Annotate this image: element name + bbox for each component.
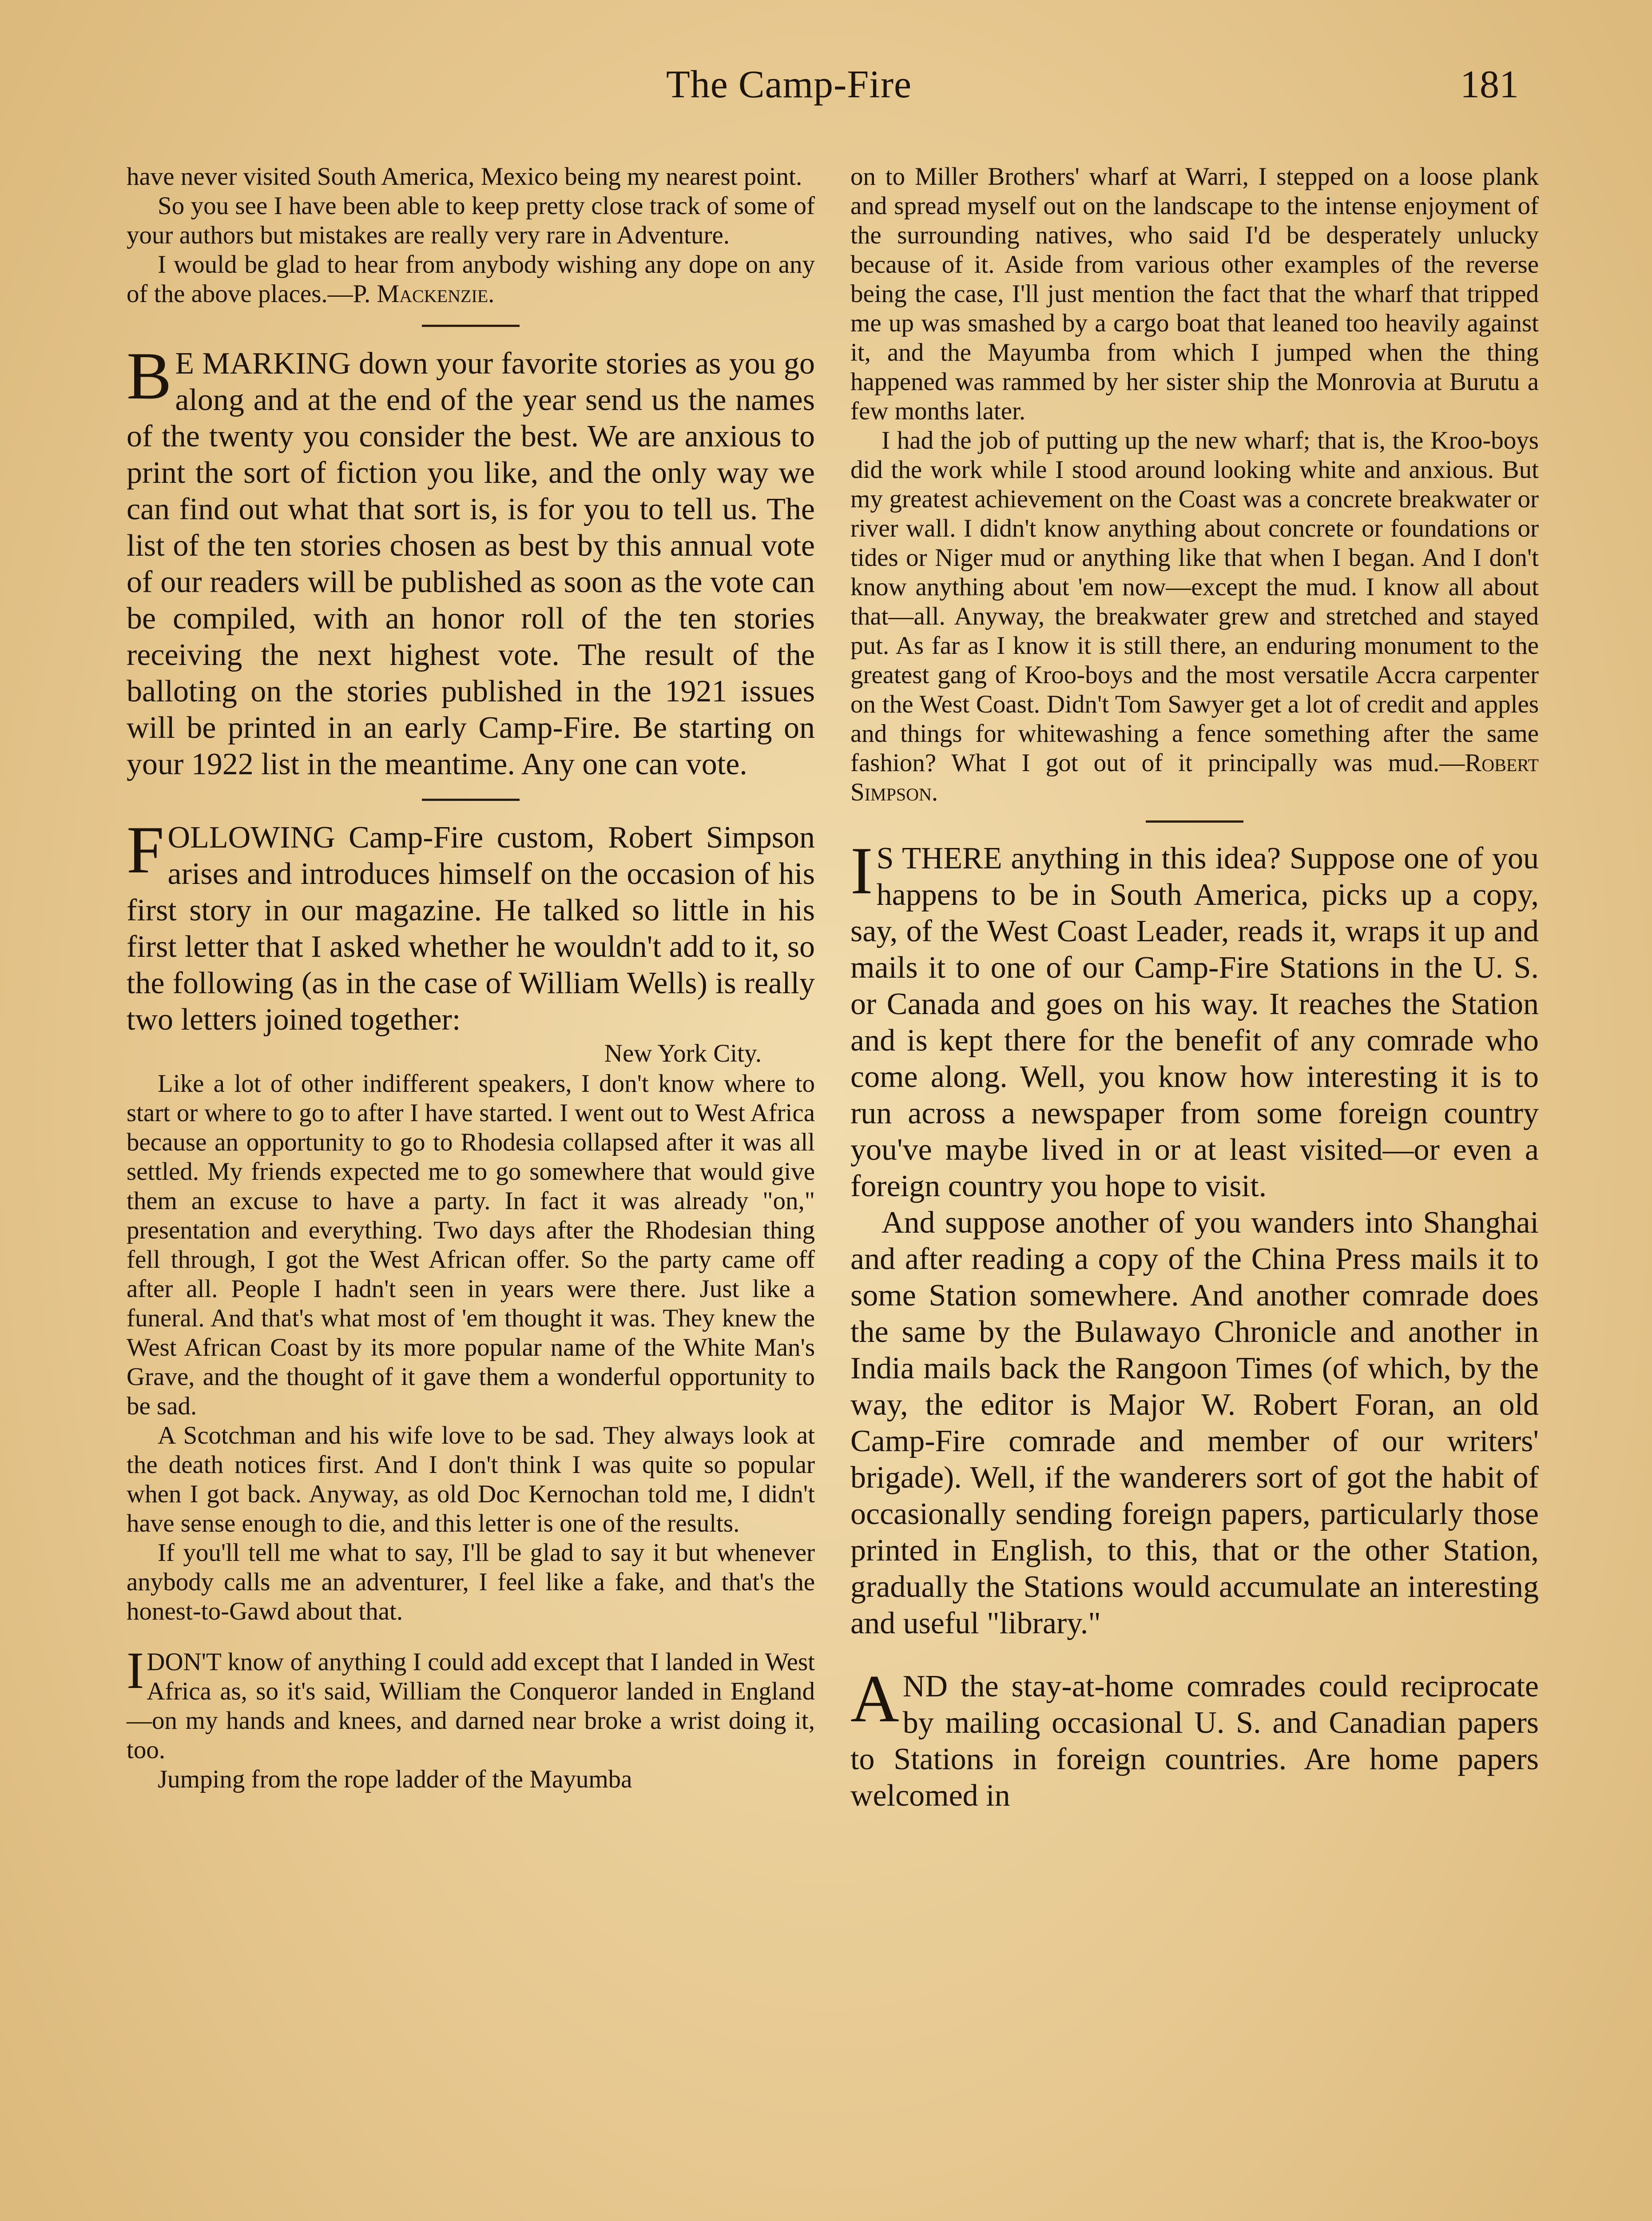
paragraph-text: I had the job of putting up the new wharf; that is, the Kroo-boys did the work while I stood around looking white and anxious. But my greatest achievement on the Coast was a concrete breakwater or river wall. I didn't know anything about concrete or foundations or tides or Niger mud or anything like that when I began. And I don't know anything about 'em now—except the mud. I know all about that—all. Anyway, the breakwater grew and stretched and stayed put. As far as I know it is still there, an enduring monument to the greatest gang of Kroo-boys and the most versatile Accra carpenter on the West Coast. Didn't Tom Sawyer get a lot of credit and apples and things for whitewashing a fence something after the same fashion? What I got out of it principally was mud.—	[850, 426, 1539, 777]
letter-paragraph	[850, 426, 1539, 807]
paragraph	[127, 250, 815, 309]
right-column	[850, 162, 1539, 1814]
editorial-paragraph: AND the stay-at-home comrades could reciprocate by mailing occasional U. S. and Canadian papers to Stations in foreign countries. Are home papers welcomed in	[850, 1661, 1539, 1813]
page-number: 181	[1460, 63, 1519, 106]
paragraph-text: I would be glad to hear from anybody wishing any dope on any of the above places.—	[127, 251, 815, 308]
letter-paragraph: on to Miller Brothers' wharf at Warri, I stepped on a loose plank and spread myself out on the landscape to the intense enjoyment of the surrounding natives, who said I'd be desperately unlucky because of it. Aside from various other examples of the reverse being the case, I'll just mention the fact that the wharf that tripped me up was smashed by a cargo boat that leaned too heavily against it, and the Mayumba from which I jumped when the thing happened was rammed by her sister ship the Monrovia at Burutu a few months later.	[850, 163, 1539, 425]
running-head: The Camp-Fire	[666, 63, 912, 106]
signature: Robert Simpson.	[850, 749, 1539, 806]
letter-paragraph: Like a lot of other indifferent speakers, I don't know where to start or where to go to after I have started. I went out to West Africa because an opportunity to go to Rhodesia collapsed after it was all settled. My friends expected me to go somewhere that would give them an excuse to have a party. In fact it was already "on," presentation and everything. Two days after the Rhodesian thing fell through, I got the West African offer. So the party came off after all. People I hadn't seen in years were there. Just like a funeral. And that's what most of 'em thought it was. They knew the West African Coast by its more popular name of the White Man's Grave, and the thought of it gave them a wonderful opportunity to be sad.	[127, 1070, 815, 1420]
letter-paragraph: IDON'T know of anything I could add except that I landed in West Africa as, so it's said, William the Conqueror landed in England—on my hands and knees, and darned near broke a wrist doing it, too.	[127, 1641, 815, 1764]
paragraph: So you see I have been able to keep pretty close track of some of your authors but mistakes are really very rare in Adventure.	[127, 192, 815, 249]
section-divider	[422, 799, 520, 801]
editorial-paragraph: BE MARKING down your favorite stories as you go along and at the end of the year send us the names of the twenty you consider the best. We are anxious to print the sort of fiction you like, and the only way we can find out what that sort is, is for you to tell us. The list of the ten stories chosen as best by this annual vote of our readers will be published as soon as the vote can be compiled, with an honor roll of the ten stories receiving the next highest vote. The result of the balloting on the stories published in the 1921 issues will be printed in an early Camp-Fire. Be starting on your 1922 list in the meantime. Any one can vote.	[127, 338, 815, 781]
letter-dateline: New York City.	[604, 1039, 762, 1067]
section-divider	[422, 325, 520, 327]
paragraph: have never visited South America, Mexico being my nearest point.	[127, 163, 802, 191]
editorial-paragraph: IS THERE anything in this idea? Suppose one of you happens to be in South America, picks up a copy, say, of the West Coast Leader, reads it, wraps it up and mails it to one of our Camp-Fire Stations in the U. S. or Canada and goes on his way. It reaches the Station and is kept there for the benefit of any comrade who come along. Well, you know how interesting it is to run across a newspaper from some foreign country you've maybe lived in or at least visited—or even a foreign country you hope to visit.	[850, 833, 1539, 1203]
left-column	[127, 162, 815, 1794]
editorial-paragraph: FOLLOWING Camp-Fire custom, Robert Simpson arises and introduces himself on the occasion of his first story in our magazine. He talked so little in his first letter that I asked whether he wouldn't add to it, so the following (as in the case of William Wells) is really two letters joined together:	[127, 812, 815, 1037]
letter-paragraph: Jumping from the rope ladder of the Mayumba	[158, 1765, 632, 1793]
editorial-paragraph: And suppose another of you wanders into Shanghai and after reading a copy of the China Press mails it to some Station somewhere. And another comrade does the same by the Bulawayo Chronicle and another in India mails back the Rangoon Times (of which, by the way, the editor is Major W. Robert Foran, an old Camp-Fire comrade and member of our writers' brigade). Well, if the wanderers sort of got the habit of occasionally sending foreign papers, particularly those printed in English, to this, that or the other Station, gradually the Stations would accumulate an interesting and useful "library."	[850, 1206, 1539, 1640]
section-divider	[1146, 820, 1243, 823]
signature: P. Mackenzie.	[353, 280, 495, 308]
letter-paragraph: If you'll tell me what to say, I'll be glad to say it but whenever anybody calls me an adventurer, I feel like a fake, and that's the honest-to-Gawd about that.	[127, 1539, 815, 1625]
letter-paragraph: A Scotchman and his wife love to be sad. They always look at the death notices first. And I don't think I was quite so popular when I got back. Anyway, as old Doc Kernochan told me, I didn't have sense enough to die, and this letter is one of the results.	[127, 1421, 815, 1537]
